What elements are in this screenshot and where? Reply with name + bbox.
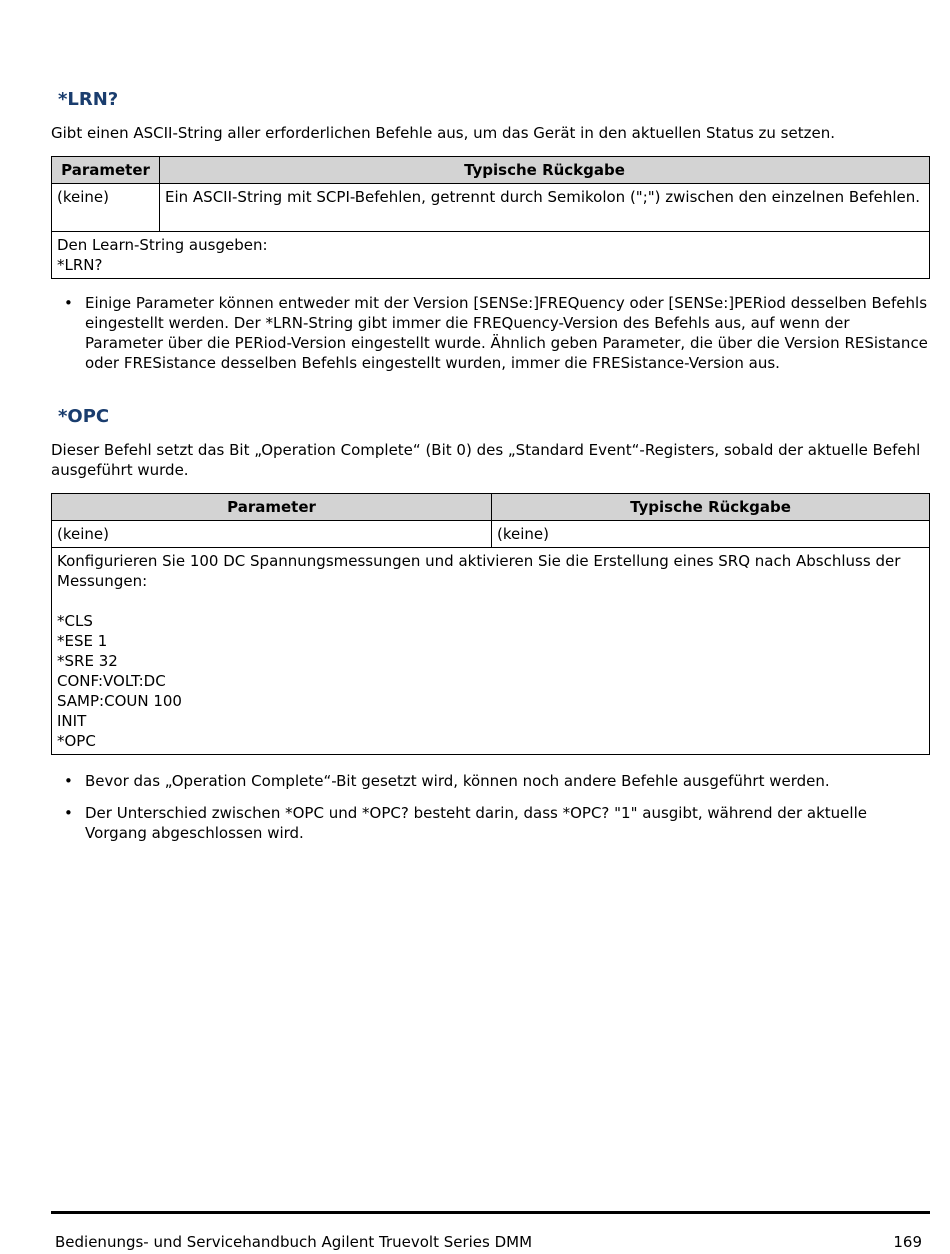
opc-table (51, 493, 930, 755)
lrn-col-parameter: Parameter (52, 157, 160, 184)
opc-example-line: *ESE 1 (57, 632, 108, 650)
opc-example-spacer (57, 591, 924, 611)
lrn-param-value: (keine) (52, 184, 160, 232)
footer-title: Bedienungs- und Servicehandbuch Agilent Truevolt Series DMM (55, 1233, 533, 1251)
list-item: • Bevor das „Operation Complete“-Bit gesetzt wird, können noch andere Befehle ausgeführt werden. (51, 771, 930, 791)
lrn-heading: *LRN? (58, 89, 119, 110)
opc-example-line: Konfigurieren Sie 100 DC Spannungsmessungen und aktivieren Sie die Erstellung eines SRQ nach Abschluss der Messungen: (57, 552, 901, 590)
opc-example (52, 548, 930, 755)
opc-example-line: SAMP:COUN 100 (57, 692, 182, 710)
list-item: • Einige Parameter können entweder mit der Version [SENSe:]FREQuency oder [SENSe:]PERiod desselben Befehls eingestellt werden. Der *LRN-String gibt immer die FREQuency-Version des Befehls aus, auf wenn der Parameter über die PERiod-Version eingestellt wurde. Ähnlich geben Parameter, die über die Version RESistance oder FRESistance desselben Befehls eingestellt wurden, immer die FRESistance-Version aus. (51, 293, 930, 373)
opc-example-line: *OPC (57, 732, 96, 750)
lrn-table (51, 156, 930, 279)
page-number: 169 (893, 1233, 922, 1251)
opc-example-line: INIT (57, 712, 87, 730)
lrn-return-value: Ein ASCII-String mit SCPI-Befehlen, getrennt durch Semikolon (";") zwischen den einzelnen Befehlen. (160, 184, 930, 232)
opc-col-parameter: Parameter (52, 494, 492, 521)
lrn-example-line: *LRN? (57, 256, 103, 274)
list-item: • Der Unterschied zwischen *OPC und *OPC? besteht darin, dass *OPC? "1" ausgibt, während der aktuelle Vorgang abgeschlossen wird. (51, 803, 930, 843)
lrn-example-line: Den Learn-String ausgeben: (57, 236, 268, 254)
footer-divider (51, 1211, 930, 1214)
lrn-bullet-list (51, 293, 930, 373)
opc-example-line: CONF:VOLT:DC (57, 672, 166, 690)
opc-col-return: Typische Rückgabe (492, 494, 930, 521)
opc-example-line: *CLS (57, 612, 93, 630)
lrn-col-return: Typische Rückgabe (160, 157, 930, 184)
opc-heading: *OPC (58, 406, 110, 427)
opc-param-value: (keine) (52, 521, 492, 548)
lrn-description: Gibt einen ASCII-String aller erforderlichen Befehle aus, um das Gerät in den aktuellen Status zu setzen. (51, 124, 835, 142)
opc-description: Dieser Befehl setzt das Bit „Operation Complete“ (Bit 0) des „Standard Event“-Registers, sobald der aktuelle Befehl ausgeführt wurde. (51, 441, 921, 479)
opc-example-line: *SRE 32 (57, 652, 118, 670)
lrn-example (52, 232, 930, 279)
opc-return-value: (keine) (492, 521, 930, 548)
opc-bullet-list (51, 771, 930, 843)
